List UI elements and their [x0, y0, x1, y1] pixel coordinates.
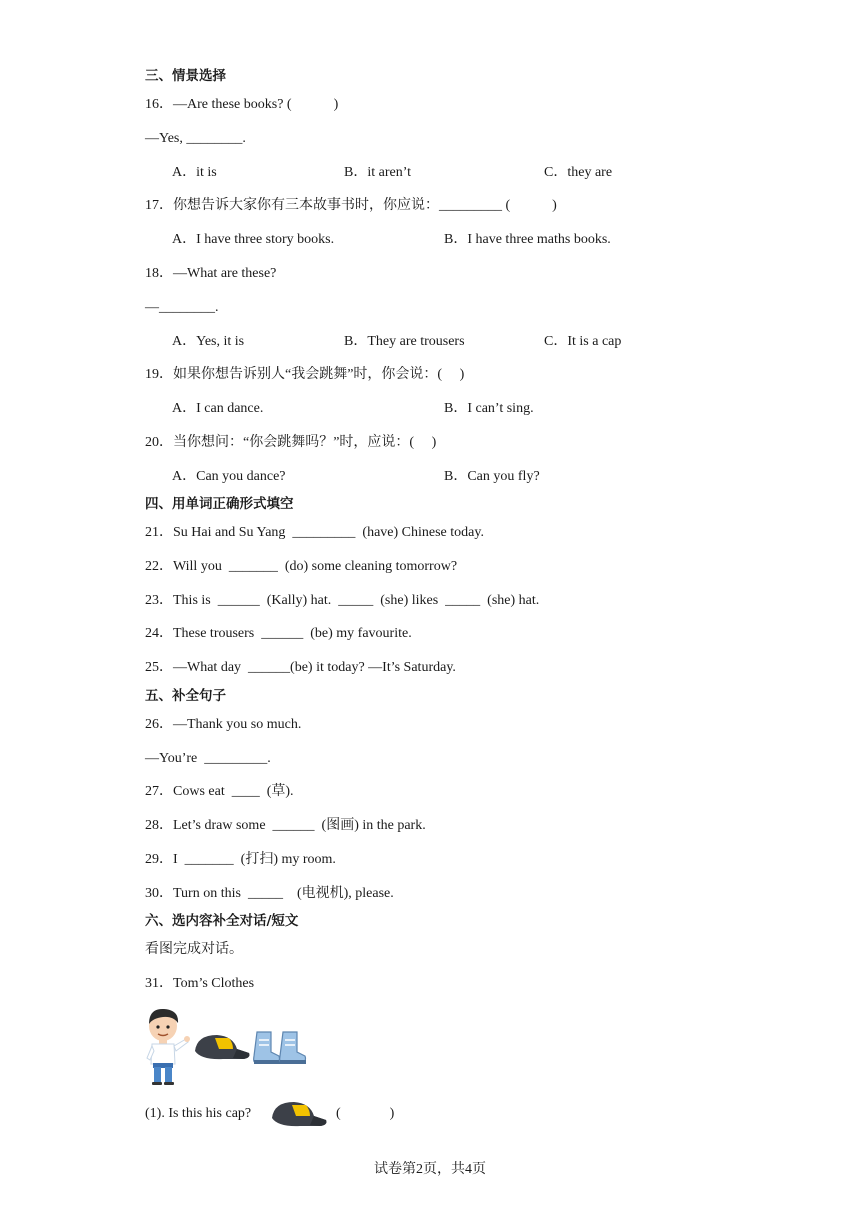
question-22: 22．Will you _______ (do) some cleaning tomorrow?: [145, 559, 458, 574]
small-cap-illustration: [270, 1098, 328, 1130]
question-28: 28．Let’s draw some ______ (图画) in the park.: [145, 818, 426, 833]
question-18-stem: 18．—What are these?: [145, 266, 277, 281]
option-18-a[interactable]: A．Yes, it is: [172, 334, 245, 349]
instruction-text: 看图完成对话。: [145, 942, 243, 957]
question-24: 24．These trousers ______ (be) my favourite.: [145, 626, 412, 641]
option-18-c[interactable]: C．It is a cap: [544, 334, 622, 349]
question-27: 27．Cows eat ____ (草).: [145, 784, 294, 799]
question-16-reply: —Yes, ________.: [145, 131, 246, 146]
question-19-stem: 19．如果你想告诉别人“我会跳舞”时，你会说：( ): [145, 367, 465, 382]
option-19-b[interactable]: B．I can’t sing.: [444, 401, 534, 416]
section-heading-4: 四、用单词正确形式填空: [145, 496, 294, 512]
cap-illustration: [193, 1031, 251, 1063]
option-19-a[interactable]: A．I can dance.: [172, 401, 264, 416]
option-16-a[interactable]: A．it is: [172, 165, 217, 180]
option-20-a[interactable]: A．Can you dance?: [172, 469, 286, 484]
question-30: 30．Turn on this _____ (电视机), please.: [145, 886, 394, 901]
section-heading-6: 六、选内容补全对话/短文: [145, 913, 299, 929]
page-footer: 试卷第2页，共4页: [374, 1162, 486, 1177]
option-20-b[interactable]: B．Can you fly?: [444, 469, 540, 484]
option-17-b[interactable]: B．I have three maths books.: [444, 232, 611, 247]
section-heading-3: 三、情景选择: [145, 68, 226, 84]
option-18-b[interactable]: B．They are trousers: [344, 334, 465, 349]
question-20-stem: 20．当你想问：“你会跳舞吗？”时，应说：( ): [145, 435, 437, 450]
question-26-stem: 26．—Thank you so much.: [145, 717, 302, 732]
option-17-a[interactable]: A．I have three story books.: [172, 232, 335, 247]
question-31-sub-1-text: (1). Is this his cap?: [145, 1106, 252, 1121]
question-23: 23．This is ______ (Kally) hat. _____ (she) likes _____ (she) hat.: [145, 593, 540, 608]
question-25: 25．—What day ______(be) it today? —It’s Saturday.: [145, 660, 456, 675]
boy-illustration: [143, 1006, 193, 1086]
question-18-reply: —________.: [145, 300, 219, 315]
question-21: 21．Su Hai and Su Yang _________ (have) Chinese today.: [145, 525, 484, 540]
option-16-b[interactable]: B．it aren’t: [344, 165, 412, 180]
question-29: 29．I _______ (打扫) my room.: [145, 852, 336, 867]
boots-illustration: [251, 1028, 311, 1068]
section-heading-5: 五、补全句子: [145, 688, 226, 704]
option-16-c[interactable]: C．they are: [544, 165, 613, 180]
question-31-title: 31．Tom’s Clothes: [145, 976, 255, 991]
question-17-stem: 17．你想告诉大家你有三本故事书时，你应说：_________ ( ): [145, 198, 557, 213]
question-26-reply: —You’re _________.: [145, 751, 271, 766]
question-31-sub-1-answer-paren[interactable]: ( ): [336, 1106, 395, 1121]
question-16-stem: 16．—Are these books? ( ): [145, 97, 339, 112]
